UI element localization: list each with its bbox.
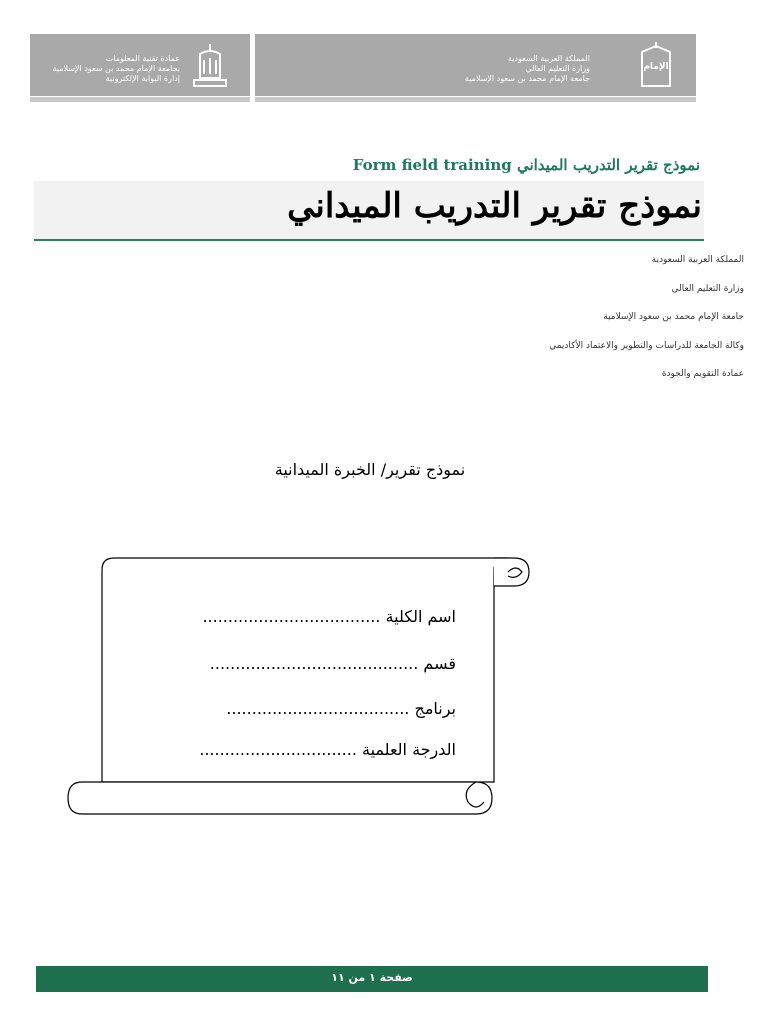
field-college: [202, 607, 456, 626]
header-left-line: بجامعة الإمام محمد بن سعود الإسلامية: [52, 64, 180, 73]
field-dots[interactable]: ....................................: [226, 699, 410, 718]
title-underline: [34, 239, 704, 241]
field-label: الدرجة العلمية: [362, 740, 456, 759]
header-left-text: [52, 54, 180, 84]
org-line: عمادة التقويم والجودة: [661, 369, 744, 379]
field-dots[interactable]: ...................................: [202, 607, 381, 626]
scroll-frame-icon: [64, 550, 534, 820]
org-line: وزارة التعليم العالي: [671, 284, 744, 294]
field-label: برنامج: [414, 699, 456, 718]
header-right-text: [465, 54, 590, 84]
field-dots[interactable]: ...............................: [199, 740, 357, 759]
field-dots[interactable]: .........................................: [209, 654, 419, 673]
header-left-line: إدارة البوابة الإلكترونية: [105, 74, 180, 83]
header-right-line: المملكة العربية السعودية: [507, 54, 590, 63]
it-deanship-logo-icon: [188, 40, 232, 90]
field-degree: [199, 740, 456, 759]
page-title: نموذج تقرير التدريب الميداني: [287, 186, 702, 226]
field-program: [226, 699, 456, 718]
field-label: قسم: [423, 654, 456, 673]
subtitle: نموذج تقرير التدريب الميداني Form field training: [352, 156, 700, 174]
header-right-line: وزارة التعليم العالي: [525, 64, 590, 73]
report-title: نموذج تقرير/ الخبرة الميدانية: [274, 460, 466, 479]
university-logo-text: الإمام: [643, 62, 669, 72]
field-label: اسم الكلية: [385, 607, 456, 626]
org-line: وكالة الجامعة للدراسات والتطوير والاعتماد الأكاديمي: [549, 341, 744, 351]
header-left-line: عمادة تقنية المعلومات: [105, 54, 180, 63]
header-strip-right: [255, 97, 696, 102]
page-number: صفحة ١ من ١١: [331, 971, 413, 984]
org-line: جامعة الإمام محمد بن سعود الإسلامية: [603, 312, 744, 322]
org-line: المملكة العربية السعودية: [651, 255, 744, 265]
header-right-line: جامعة الإمام محمد بن سعود الإسلامية: [464, 74, 590, 83]
university-logo: [638, 40, 674, 90]
field-department: [210, 654, 456, 673]
header-strip-left: [30, 97, 250, 102]
